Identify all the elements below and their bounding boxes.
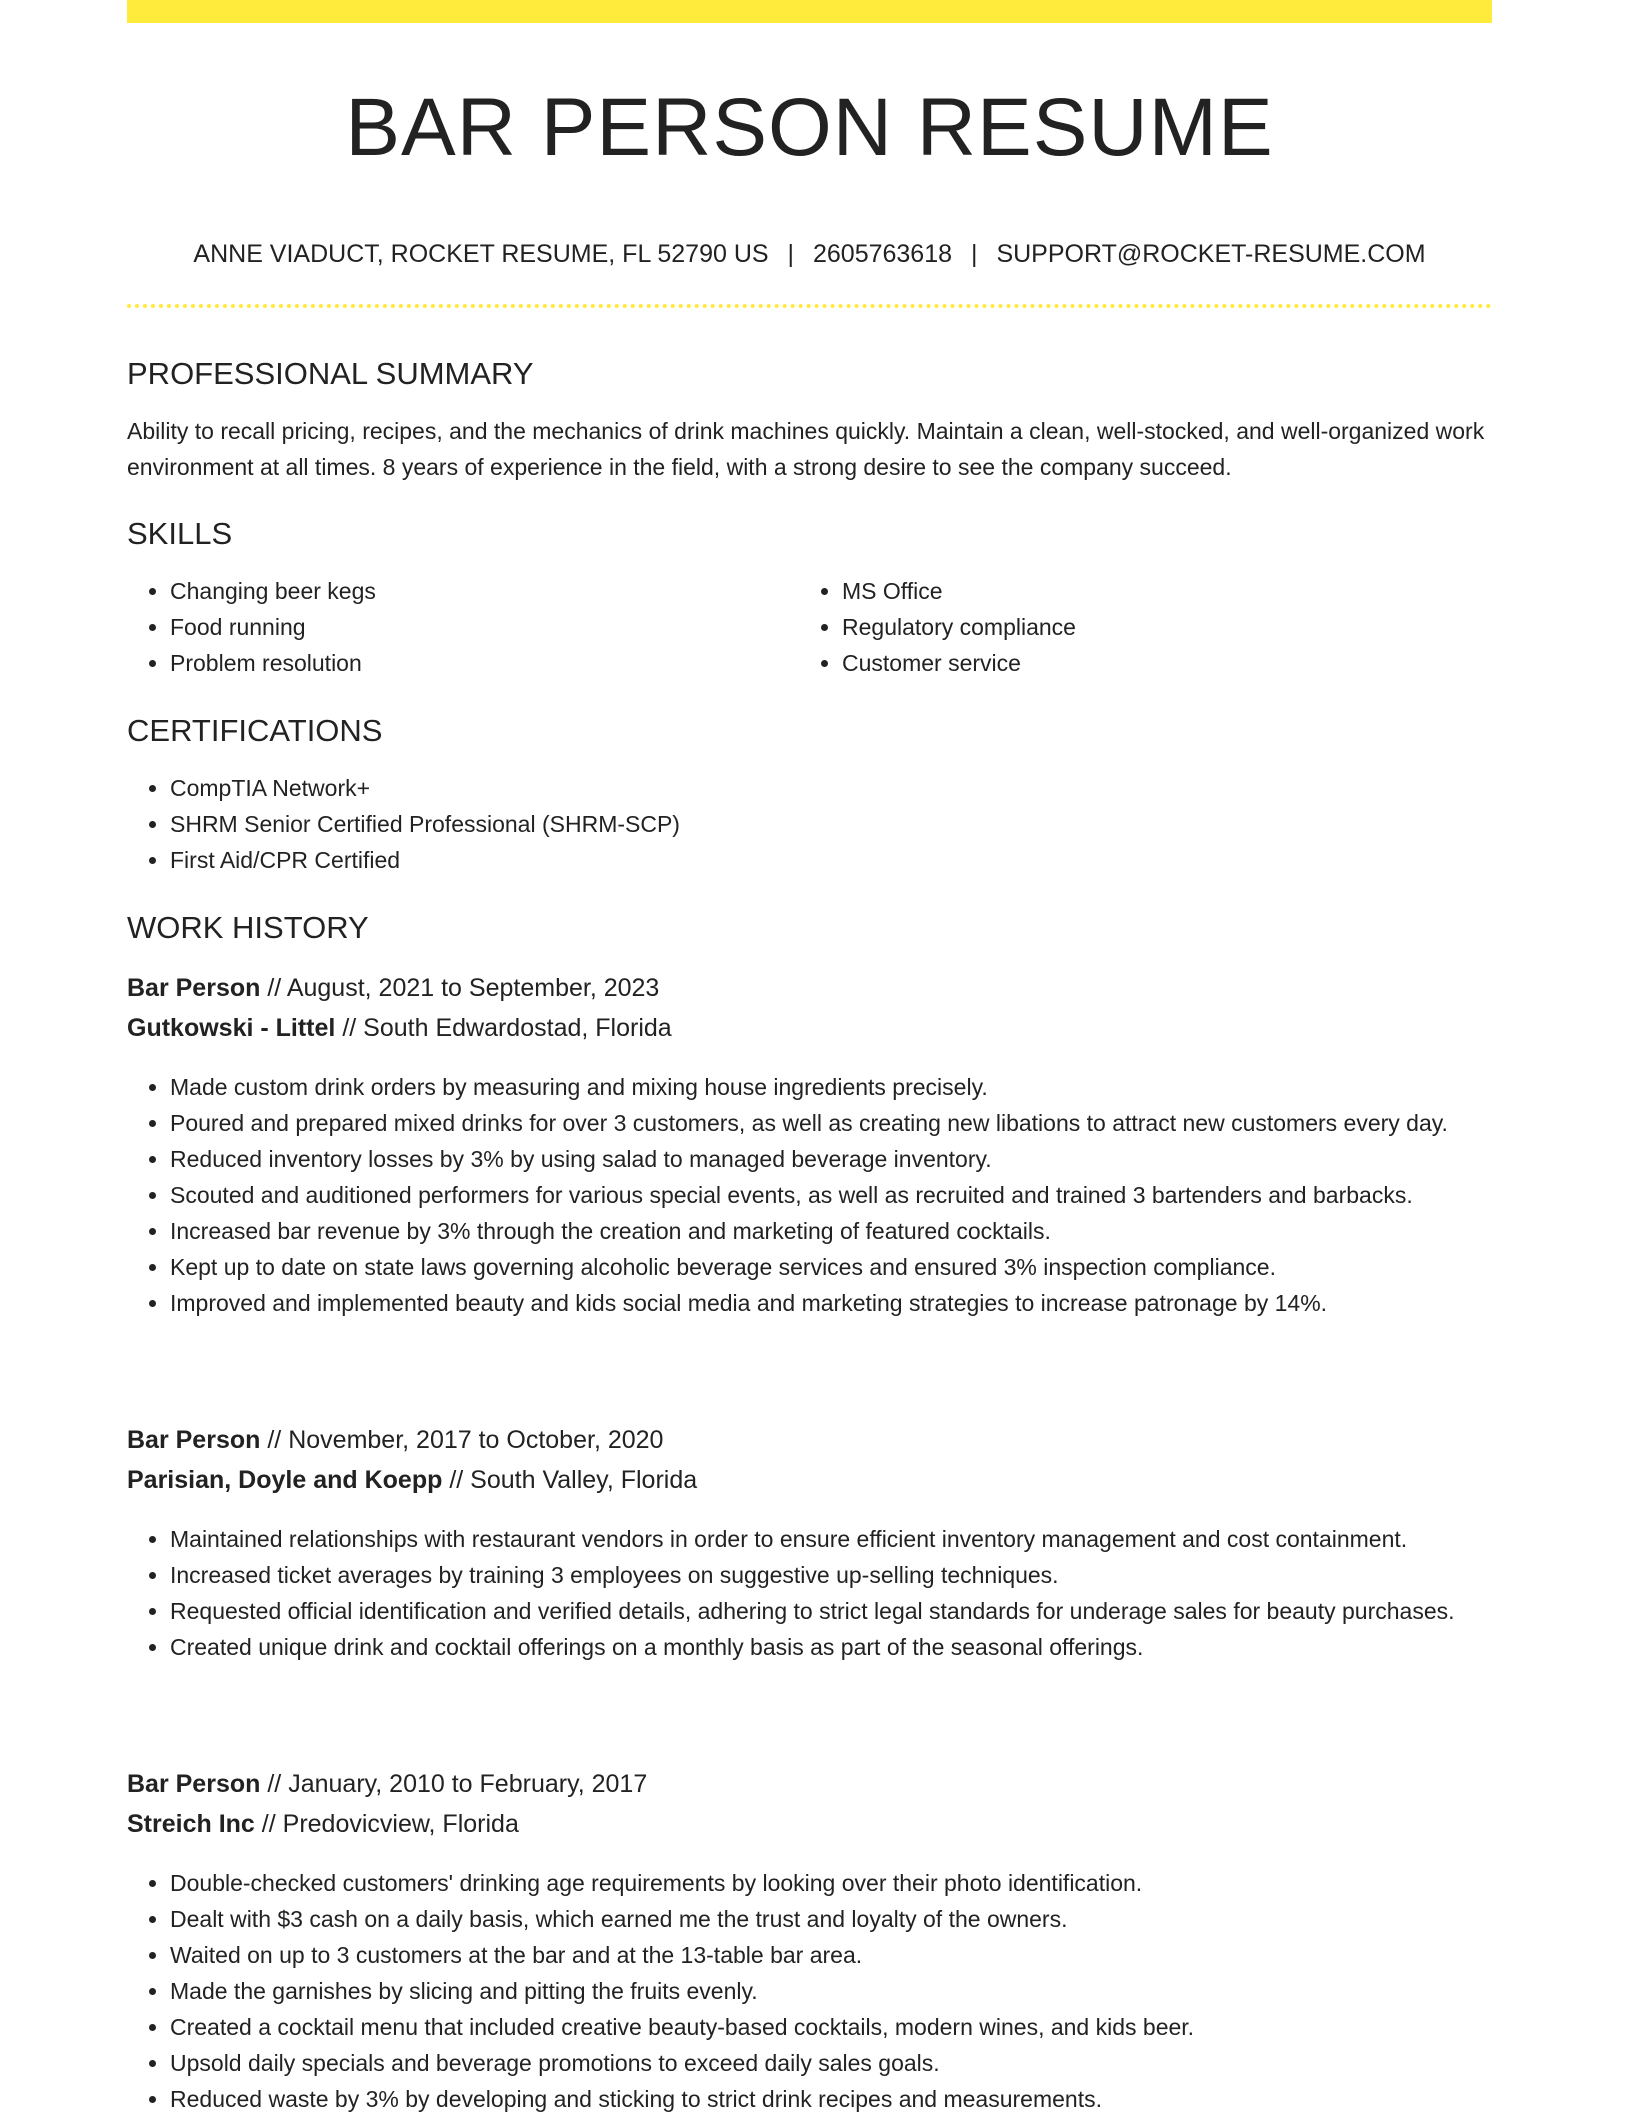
job-bullet: • Increased ticket averages by training 3 employees on suggestive up-selling techniques. [170, 1557, 1492, 1593]
job-title-line [127, 968, 1492, 1008]
job-bullet: • Upsold daily specials and beverage promotions to exceed daily sales goals. [170, 2045, 1492, 2081]
job-separator: // [267, 1770, 282, 1798]
contact-line [127, 236, 1492, 272]
job-separator: // [449, 1466, 464, 1494]
job-role: Bar Person [127, 974, 261, 1002]
job-bullets [127, 1865, 1492, 2112]
job-company: Gutkowski - Littel [127, 1014, 336, 1042]
job-role: Bar Person [127, 1426, 261, 1454]
contact-phone: 2605763618 [812, 240, 953, 268]
contact-separator: | [970, 240, 978, 268]
job-bullet: • Created unique drink and cocktail offerings on a monthly basis as part of the seasonal offerings. [170, 1629, 1492, 1665]
contact-address: ANNE VIADUCT, ROCKET RESUME, FL 52790 US [193, 240, 769, 268]
work-history-heading: WORK HISTORY [127, 910, 369, 945]
job-bullet: • Scouted and auditioned performers for various special events, as well as recruited and trained 3 bartenders and barbacks. [170, 1177, 1492, 1213]
job-separator: // [267, 974, 282, 1002]
summary-heading: PROFESSIONAL SUMMARY [127, 356, 534, 391]
job-bullet: • Requested official identification and verified details, adhering to strict legal standards for underage sales for beauty purchases. [170, 1593, 1492, 1629]
job-bullet: • Made the garnishes by slicing and pitting the fruits evenly. [170, 1973, 1492, 2009]
skill-item: • Changing beer kegs [170, 573, 770, 609]
skills-heading: SKILLS [127, 516, 233, 551]
summary-text: Ability to recall pricing, recipes, and the mechanics of drink machines quickly. Maintain a clean, well-stocked, and well-organized work environment at all times. 8 years of experience in the field, with a strong desire to see the company succeed. [127, 418, 1485, 480]
job-company: Parisian, Doyle and Koepp [127, 1466, 443, 1494]
job-bullet: • Waited on up to 3 customers at the bar and at the 13-table bar area. [170, 1937, 1492, 1973]
job-bullet: • Created a cocktail menu that included creative beauty-based cocktails, modern wines, and kids beer. [170, 2009, 1492, 2045]
contact-email: SUPPORT@ROCKET-RESUME.COM [996, 240, 1426, 268]
certification-item: • CompTIA Network+ [170, 770, 1470, 806]
job-bullet: • Improved and implemented beauty and kids social media and marketing strategies to increase patronage by 14%. [170, 1285, 1492, 1321]
job-location: South Edwardostad, Florida [363, 1014, 672, 1042]
job-title-line [127, 1764, 1492, 1804]
job-dates: November, 2017 to October, 2020 [288, 1426, 664, 1454]
job-title-line [127, 1420, 1492, 1460]
job-bullets [127, 1521, 1492, 1665]
accent-top-bar [127, 0, 1492, 23]
job-location: South Valley, Florida [470, 1466, 698, 1494]
job-separator: // [261, 1810, 276, 1838]
skill-item: • MS Office [842, 573, 1492, 609]
job-company-line [127, 1008, 1492, 1048]
job-company-line [127, 1460, 1492, 1500]
job-location: Predovicview, Florida [282, 1810, 519, 1838]
skills-list-col2 [799, 573, 1492, 681]
job-bullet: • Made custom drink orders by measuring and mixing house ingredients precisely. [170, 1069, 1492, 1105]
skill-item: • Customer service [842, 645, 1492, 681]
certifications-heading: CERTIFICATIONS [127, 713, 383, 748]
job-bullets [127, 1069, 1492, 1321]
skill-item: • Food running [170, 609, 770, 645]
job-dates: January, 2010 to February, 2017 [288, 1770, 648, 1798]
job-bullet: • Kept up to date on state laws governing alcoholic beverage services and ensured 3% inspection compliance. [170, 1249, 1492, 1285]
resume-title: BAR PERSON RESUME [345, 82, 1274, 173]
job-company-line [127, 1804, 1492, 1844]
dotted-divider [127, 304, 1492, 308]
job-company: Streich Inc [127, 1810, 255, 1838]
job-bullet: • Maintained relationships with restaurant vendors in order to ensure efficient inventory management and cost containment. [170, 1521, 1492, 1557]
certification-item: • SHRM Senior Certified Professional (SHRM-SCP) [170, 806, 1470, 842]
skill-item: • Regulatory compliance [842, 609, 1492, 645]
job-separator: // [267, 1426, 282, 1454]
job-bullet: • Reduced inventory losses by 3% by using salad to managed beverage inventory. [170, 1141, 1492, 1177]
certifications-list [127, 770, 1470, 878]
contact-separator: | [787, 240, 795, 268]
certification-item: • First Aid/CPR Certified [170, 842, 1470, 878]
job-separator: // [342, 1014, 357, 1042]
job-dates: August, 2021 to September, 2023 [286, 974, 660, 1002]
job-bullet: • Dealt with $3 cash on a daily basis, which earned me the trust and loyalty of the owners. [170, 1901, 1492, 1937]
job-role: Bar Person [127, 1770, 261, 1798]
skills-list-col1 [127, 573, 770, 681]
job-bullet: • Poured and prepared mixed drinks for over 3 customers, as well as creating new libations to attract new customers every day. [170, 1105, 1492, 1141]
job-bullet: • Increased bar revenue by 3% through the creation and marketing of featured cocktails. [170, 1213, 1492, 1249]
skill-item: • Problem resolution [170, 645, 770, 681]
job-bullet: • Double-checked customers' drinking age requirements by looking over their photo identification. [170, 1865, 1492, 1901]
job-bullet: • Reduced waste by 3% by developing and sticking to strict drink recipes and measurements. [170, 2081, 1492, 2112]
